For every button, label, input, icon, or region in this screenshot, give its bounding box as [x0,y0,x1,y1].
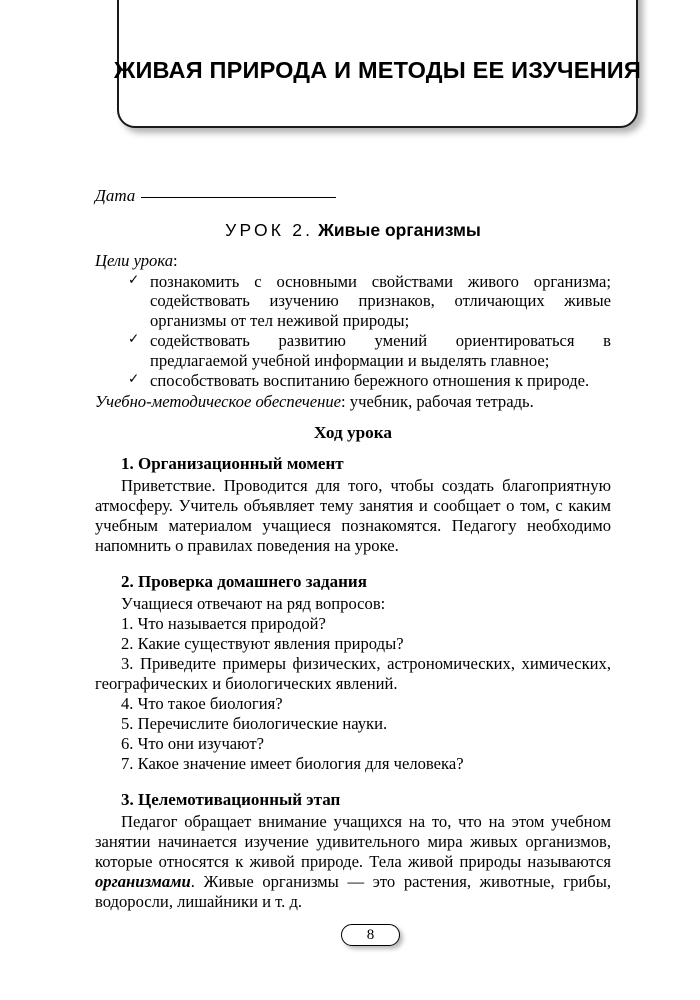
goal-text: познакомить с основными свойствами живого организма; содействовать изучению признаков, отличающих живые организмы от тел неживой природы; [150,271,611,331]
date-field [95,186,611,206]
section-3-text-after: . Живые организмы — это растения, животные, грибы, водоросли, лишайники и т. д. [95,872,611,912]
lesson-name: Живые организмы [318,220,481,240]
goals-colon: : [173,251,178,270]
section-heading-1: 1. Организационный момент [121,454,344,474]
question-item: 4. Что такое биология? [121,694,283,714]
question-item: 6. Что они изучают? [121,734,264,754]
provision-label: Учебно-методическое обеспечение [95,391,342,411]
question-item: 7. Какое значение имеет биология для человека? [121,754,464,774]
goals-label-line [95,251,611,271]
check-icon: ✓ [128,271,140,288]
provision-line [95,392,611,412]
date-blank-rule [141,197,336,198]
lesson-heading [95,220,611,241]
list-item [95,272,611,331]
page-number-badge [341,924,400,946]
question-item: 1. Что называется природой? [121,614,326,634]
list-item [95,371,611,391]
goals-list [95,272,611,391]
goal-text: способствовать воспитанию бережного отношения к природе. [150,370,590,390]
goal-text: содействовать развитию умений ориентироваться в предлагаемой учебной информации и выделять главное; [150,331,611,370]
goals-label: Цели урока [95,251,174,270]
check-icon: ✓ [128,370,140,387]
provision-value: : учебник, рабочая тетрадь. [341,391,534,411]
section-heading-2: 2. Проверка домашнего задания [121,572,367,592]
date-label: Дата [95,186,136,205]
course-heading: Ход урока [314,423,392,443]
question-item: 2. Какие существуют явления природы? [121,634,404,654]
section-3-emphasis-term: организмами [95,872,191,892]
section-3-text-before: Педагог обращает внимание учащихся на то, что на этом учебном занятии начинается изучение удивительного мира живых организмов, которые относятся к живой природе. Тела живой природы называются [95,812,611,872]
question-item: 5. Перечислите биологические науки. [121,714,388,734]
lesson-number-label: УРОК 2. [225,220,314,240]
section-heading-3: 3. Целемотивационный этап [121,790,341,810]
page-number: 8 [366,926,375,943]
list-item [95,331,611,371]
header-banner [114,0,641,128]
section-3-paragraph [95,812,611,912]
question-item: 3. Приведите примеры физических, астрономических, химических, географических и биологических явлений. [95,654,611,694]
section-1-paragraph: Приветствие. Проводится для того, чтобы создать благоприятную атмосферу. Учитель объявляет тему занятия и сообщает о том, с каким учебным материалом учащиеся познакомятся. Педагогу необходимо напомнить о правилах поведения на уроке. [95,476,611,556]
page-title: ЖИВАЯ ПРИРОДА И МЕТОДЫ ЕЕ ИЗУЧЕНИЯ [114,56,641,83]
section-2-intro: Учащиеся отвечают на ряд вопросов: [121,594,386,614]
check-icon: ✓ [128,331,140,348]
document-body [95,186,611,912]
